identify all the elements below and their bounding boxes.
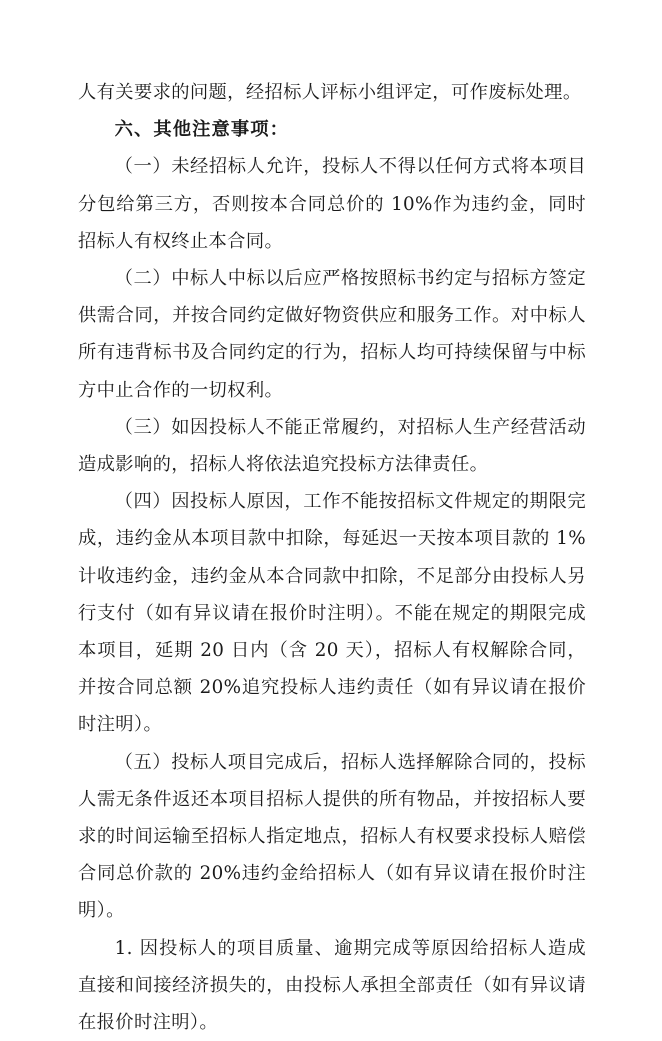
section-heading-other-notes: 六、其他注意事项：: [114, 119, 290, 141]
clause-subitem-1: 1. 因投标人的项目质量、逾期完成等原因给招标人造成直接和间接经济损失的，由投标人承担全部责任（如有异议请在报价时注明）。: [78, 937, 586, 1034]
clause-item-3: （三）如因投标人不能正常履约，对招标人生产经营活动造成影响的，招标人将依法追究投标方法律责任。: [78, 416, 586, 476]
clause-item-2: （二）中标人中标以后应严格按照标书约定与招标方签定供需合同，并按合同约定做好物资供应和服务工作。对中标人所有违背标书及合同约定的行为，招标人均可持续保留与中标方中止合作的一切权利。: [78, 268, 586, 401]
continued-paragraph: 人有关要求的问题，经招标人评标小组评定，可作废标处理。: [78, 82, 582, 103]
clause-item-1: （一）未经招标人允许，投标人不得以任何方式将本项目分包给第三方，否则按本合同总价的 10%作为违约金，同时招标人有权终止本合同。: [78, 156, 586, 252]
page-text-body: [78, 74, 586, 1041]
clause-item-4: （四）因投标人原因，工作不能按招标文件规定的期限完成，违约金从本项目款中扣除，每延迟一天按本项目款的 1%计收违约金，违约金从本合同款中扣除，不足部分由投标人另行支付（如有异议请在报价时注明）。不能在规定的期限完成本项目，延期 20 日内（含 20 天），招标人有权解除合同，并按合同总额 20%追究投标人违约责任（如有异议请在报价时注明）。: [78, 491, 586, 736]
clause-item-5: （五）投标人项目完成后，招标人选择解除合同的，投标人需无条件返还本项目招标人提供的所有物品，并按招标人要求的时间运输至招标人指定地点，招标人有权要求投标人赔偿合同总价款的 20%违约金给招标人（如有异议请在报价时注明）。: [78, 751, 586, 922]
